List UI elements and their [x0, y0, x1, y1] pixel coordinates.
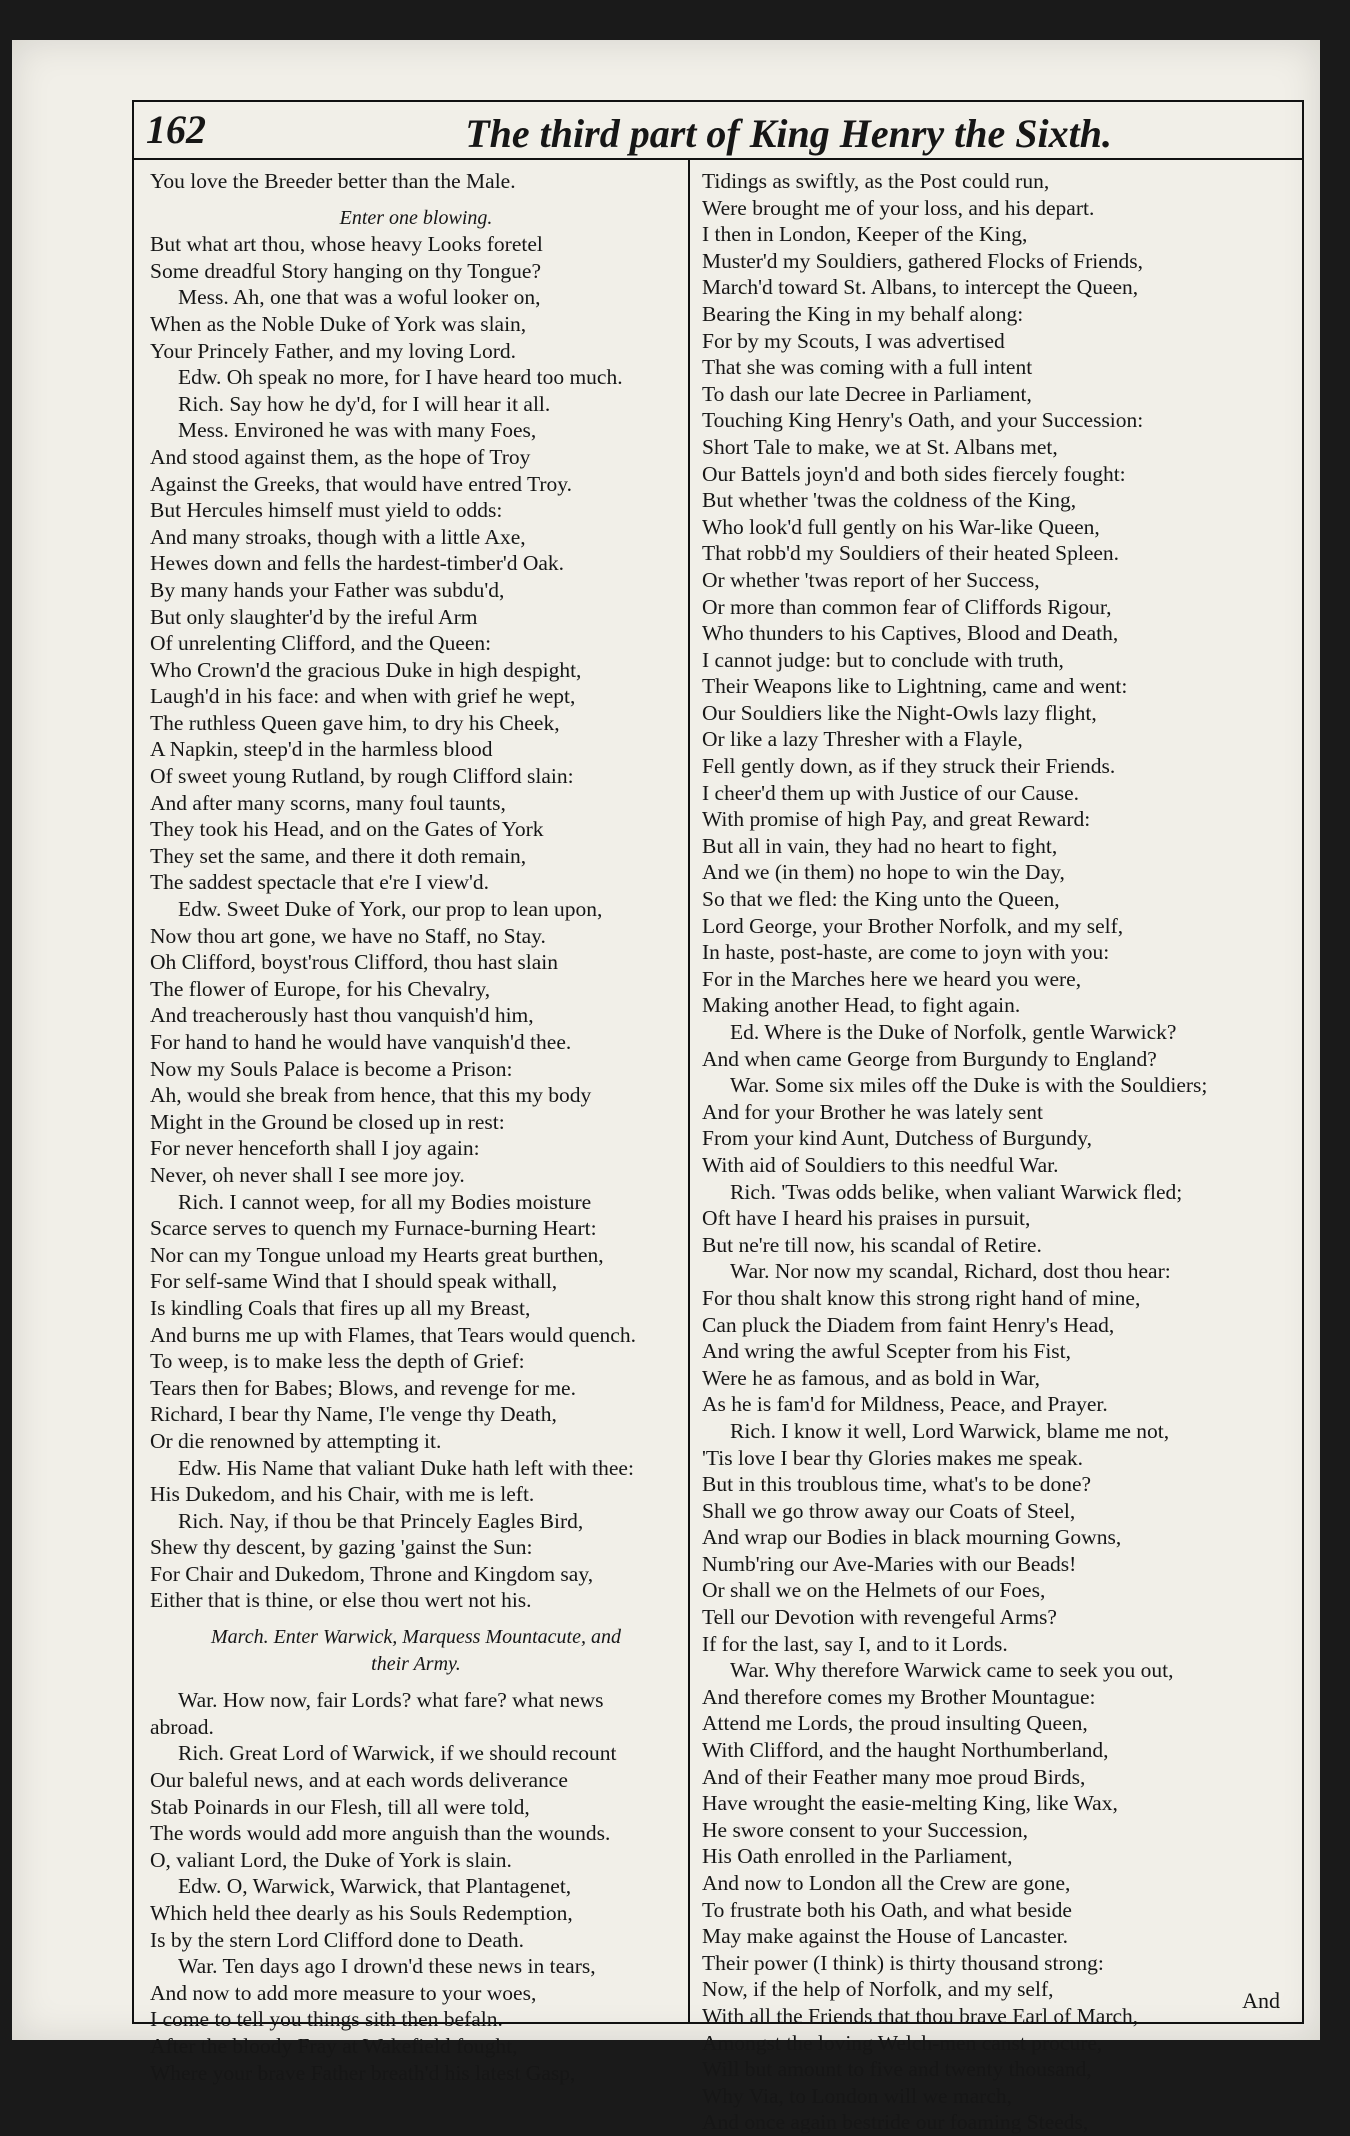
- text-line: abroad.: [150, 1714, 214, 1739]
- text-line: Stab Poinards in our Flesh, till all were told,: [150, 1794, 530, 1819]
- book-page: [12, 40, 1320, 2135]
- text-line: Rich. Great Lord of Warwick, if we should recount: [178, 1741, 617, 1766]
- text-line: They set the same, and there it doth remain,: [150, 843, 527, 868]
- text-line: And therefore comes my Brother Mountague:: [702, 1684, 1096, 1709]
- text-line: Against the Greeks, that would have entred Troy.: [150, 471, 572, 496]
- text-line: Tell our Devotion with revengeful Arms?: [702, 1605, 1057, 1630]
- text-line: But Hercules himself must yield to odds:: [150, 498, 503, 523]
- text-line: To weep, is to make less the depth of Grief:: [150, 1349, 525, 1374]
- text-line: For hand to hand he would have vanquish'd thee.: [150, 1030, 572, 1054]
- text-line: Scarce serves to quench my Furnace-burning Heart:: [150, 1216, 597, 1241]
- text-line: Touching King Henry's Oath, and your Succession:: [702, 408, 1144, 433]
- text-line: If for the last, say I, and to it Lords.: [702, 1631, 1008, 1656]
- text-line: Shall we go throw away our Coats of Steel,: [702, 1498, 1076, 1523]
- text-line: And treacherously hast thou vanquish'd him,: [150, 1003, 534, 1028]
- page-frame: [132, 100, 1304, 2135]
- text-line: Nor can my Tongue unload my Hearts great burthen,: [150, 1242, 604, 1267]
- text-line: Attend me Lords, the proud insulting Queen,: [702, 1711, 1088, 1736]
- text-line: Now my Souls Palace is become a Prison:: [150, 1056, 513, 1081]
- text-line: For never henceforth shall I joy again:: [150, 1136, 480, 1161]
- text-line: And stood against them, as the hope of Troy: [150, 444, 531, 469]
- text-line: March'd toward St. Albans, to intercept the Queen,: [702, 275, 1139, 300]
- text-line: And for your Brother he was lately sent: [702, 1099, 1043, 1124]
- text-line: Never, oh never shall I see more joy.: [150, 1162, 465, 1187]
- text-line: For thou shalt know this strong right hand of mine,: [702, 1285, 1141, 1310]
- text-line: Why Via, to London will we march,: [702, 2083, 1012, 2108]
- text-line: Our baleful news, and at each words deliverance: [150, 1768, 568, 1793]
- text-line: Edw. His Name that valiant Duke hath left with thee:: [178, 1455, 634, 1480]
- text-line: You love the Breeder better than the Male.: [150, 169, 516, 193]
- text-line: War. Nor now my scandal, Richard, dost thou hear:: [730, 1259, 1171, 1284]
- text-line: O, valiant Lord, the Duke of York is slain.: [150, 1847, 512, 1872]
- text-line: For in the Marches here we heard you were,: [702, 966, 1082, 991]
- text-line: For self-same Wind that I should speak withall,: [150, 1269, 558, 1294]
- text-line: Shew thy descent, by gazing 'gainst the Sun:: [150, 1535, 533, 1560]
- text-line: May make against the House of Lancaster.: [702, 1924, 1068, 1949]
- text-line: And when came George from Burgundy to England?: [702, 1046, 1157, 1071]
- text-line: As he is fam'd for Mildness, Peace, and Prayer.: [702, 1392, 1108, 1417]
- text-line: When as the Noble Duke of York was slain,: [150, 311, 527, 336]
- text-line: Rich. Nay, if thou be that Princely Eagles Bird,: [178, 1508, 584, 1533]
- text-line: The ruthless Queen gave him, to dry his Cheek,: [150, 710, 560, 735]
- text-line: By many hands your Father was subdu'd,: [150, 577, 505, 602]
- text-line: From your kind Aunt, Dutchess of Burgundy,: [702, 1126, 1092, 1151]
- text-line: He swore consent to your Succession,: [702, 1817, 1029, 1842]
- text-line: And wring the awful Scepter from his Fist,: [702, 1339, 1072, 1364]
- text-line: And we (in them) no hope to win the Day,: [702, 860, 1065, 885]
- text-line: And now to London all the Crew are gone,: [702, 1871, 1071, 1895]
- text-line: Hewes down and fells the hardest-timber'd Oak.: [150, 551, 565, 576]
- running-title: The third part of King Henry the Sixth.: [465, 111, 1112, 156]
- text-line: But all in vain, they had no heart to fight,: [702, 833, 1058, 858]
- text-line: Numb'ring our Ave-Maries with our Beads!: [702, 1551, 1077, 1576]
- text-line: And wrap our Bodies in black mourning Gowns,: [702, 1525, 1122, 1550]
- text-line: But whether 'twas the coldness of the King,: [702, 488, 1077, 513]
- text-line: They took his Head, and on the Gates of York: [150, 817, 544, 842]
- text-line: But what art thou, whose heavy Looks foretel: [150, 232, 543, 257]
- text-line: With promise of high Pay, and great Reward:: [702, 807, 1091, 832]
- text-line: Rich. I cannot weep, for all my Bodies moisture: [178, 1189, 592, 1214]
- text-line: Might in the Ground be closed up in rest:: [150, 1109, 505, 1134]
- text-line: Their Weapons like to Lightning, came and went:: [702, 674, 1128, 699]
- text-line: And now to add more measure to your woes,: [150, 1980, 537, 2005]
- text-line: Is kindling Coals that fires up all my Breast,: [150, 1295, 531, 1320]
- text-line: War. Some six miles off the Duke is with the Souldiers;: [730, 1073, 1208, 1098]
- text-line: War. How now, fair Lords? what fare? what news: [178, 1688, 604, 1713]
- text-line: After the bloody Fray at Wakefield fought,: [150, 2033, 518, 2058]
- text-line: The words would add more anguish than the wounds.: [150, 1821, 611, 1846]
- text-line: But only slaughter'd by the ireful Arm: [150, 604, 478, 629]
- text-line: Or shall we on the Helmets of our Foes,: [702, 1578, 1046, 1603]
- text-line: Bearing the King in my behalf along:: [702, 301, 1024, 326]
- text-line: I cannot judge: but to conclude with truth,: [702, 647, 1064, 672]
- text-line: Oh Clifford, boyst'rous Clifford, thou hast slain: [150, 950, 558, 975]
- text-line: Edw. Oh speak no more, for I have heard too much.: [178, 365, 623, 390]
- text-line: War. Why therefore Warwick came to seek you out,: [730, 1658, 1174, 1683]
- text-line: Is by the stern Lord Clifford done to Death.: [150, 1927, 524, 1952]
- text-line: Of sweet young Rutland, by rough Clifford slain:: [150, 764, 574, 789]
- text-line: And of their Feather many moe proud Birds,: [702, 1764, 1086, 1789]
- text-line: His Oath enrolled in the Parliament,: [702, 1844, 1013, 1869]
- text-line: Were brought me of your loss, and his depart.: [702, 195, 1095, 220]
- text-line: War. Ten days ago I drown'd these news in tears,: [178, 1954, 596, 1979]
- text-line: Making another Head, to fight again.: [702, 993, 1021, 1018]
- text-line: And after many scorns, many foul taunts,: [150, 790, 506, 815]
- text-line: Or whether 'twas report of her Success,: [702, 567, 1040, 592]
- text-line: Where your brave Father breath'd his latest Gasp,: [150, 2060, 576, 2085]
- text-line: Either that is thine, or else thou wert not his.: [150, 1588, 532, 1613]
- text-line: I cheer'd them up with Justice of our Cause.: [702, 780, 1080, 805]
- text-line: Some dreadful Story hanging on thy Tongue?: [150, 258, 542, 283]
- text-line: Edw. Sweet Duke of York, our prop to lean upon,: [178, 897, 603, 922]
- text-line: With all the Friends that thou brave Earl of March,: [702, 2003, 1139, 2028]
- text-line: Or more than common fear of Cliffords Rigour,: [702, 594, 1112, 619]
- text-line: Now, if the help of Norfolk, and my self,: [702, 1977, 1054, 2002]
- text-line: So that we fled: the King unto the Queen,: [702, 887, 1060, 912]
- text-line: And burns me up with Flames, that Tears would quench.: [150, 1322, 636, 1347]
- text-line: And once again bestride our foaming Steeds,: [702, 2110, 1089, 2135]
- text-line: Our Battels joyn'd and both sides fiercely fought:: [702, 461, 1126, 486]
- text-line: For Chair and Dukedom, Throne and Kingdom say,: [150, 1561, 594, 1586]
- text-line: Tidings as swiftly, as the Post could run,: [702, 169, 1050, 193]
- text-line: That robb'd my Souldiers of their heated Spleen.: [702, 541, 1120, 566]
- text-line: Richard, I bear thy Name, I'le venge thy Death,: [150, 1402, 557, 1427]
- text-line: Will but amount to five and twenty thousand,: [702, 2057, 1092, 2082]
- page-header: [134, 102, 1302, 160]
- text-line: Their power (I think) is thirty thousand strong:: [702, 1950, 1104, 1975]
- text-line: Mess. Environed he was with many Foes,: [178, 418, 537, 443]
- text-line: But ne're till now, his scandal of Retire.: [702, 1232, 1042, 1257]
- text-line: Muster'd my Souldiers, gathered Flocks of Friends,: [702, 248, 1143, 273]
- text-line: Which held thee dearly as his Souls Redemption,: [150, 1901, 573, 1925]
- text-line: Your Princely Father, and my loving Lord.: [150, 338, 517, 363]
- text-line: Ah, would she break from hence, that this my body: [150, 1083, 592, 1108]
- text-line: Who Crown'd the gracious Duke in high despight,: [150, 657, 582, 682]
- text-line: Rich. 'Twas odds belike, when valiant Warwick fled;: [730, 1179, 1183, 1204]
- text-line: Can pluck the Diadem from faint Henry's Head,: [702, 1312, 1115, 1337]
- stage-direction: March. Enter Warwick, Marquess Mountacute, and: [211, 1626, 621, 1649]
- text-line: Of unrelenting Clifford, and the Queen:: [150, 631, 492, 656]
- text-line: Were he as famous, and as bold in War,: [702, 1365, 1040, 1390]
- right-text-column: [702, 168, 1298, 2136]
- page-number: 162: [146, 107, 206, 152]
- text-line: That she was coming with a full intent: [702, 355, 1033, 380]
- text-line: Rich. I know it well, Lord Warwick, blame me not,: [730, 1418, 1170, 1443]
- text-line: But in this troublous time, what's to be done?: [702, 1472, 1092, 1497]
- column-divider: [688, 160, 690, 2022]
- text-line: Who thunders to his Captives, Blood and Death,: [702, 621, 1119, 646]
- text-line: Our Souldiers like the Night-Owls lazy flight,: [702, 700, 1097, 725]
- text-line: In haste, post-haste, are come to joyn with you:: [702, 940, 1110, 965]
- text-line: Have wrought the easie-melting King, like Wax,: [702, 1791, 1118, 1816]
- text-line: Edw. O, Warwick, Warwick, that Plantagenet,: [178, 1874, 572, 1899]
- text-line: Or die renowned by attempting it.: [150, 1428, 442, 1453]
- text-line: With aid of Souldiers to this needful War.: [702, 1152, 1059, 1177]
- text-line: To dash our late Decree in Parliament,: [702, 381, 1032, 406]
- text-line: Fell gently down, as if they struck their Friends.: [702, 754, 1116, 779]
- text-line: 'Tis love I bear thy Glories makes me speak.: [702, 1445, 1084, 1470]
- text-line: With Clifford, and the haught Northumberland,: [702, 1738, 1109, 1763]
- catchword: And: [1242, 1988, 1280, 2013]
- text-line: Oft have I heard his praises in pursuit,: [702, 1206, 1031, 1231]
- text-line: Laugh'd in his face: and when with grief he wept,: [150, 684, 576, 709]
- text-line: I come to tell you things sith then befaln.: [150, 2007, 503, 2032]
- text-line: Or like a lazy Thresher with a Flayle,: [702, 727, 1023, 752]
- text-line: I then in London, Keeper of the King,: [702, 222, 1028, 247]
- stage-direction: Enter one blowing.: [339, 206, 493, 229]
- text-line: Ed. Where is the Duke of Norfolk, gentle Warwick?: [730, 1020, 1177, 1044]
- text-line: Now thou art gone, we have no Staff, no Stay.: [150, 923, 546, 948]
- text-line: Who look'd full gently on his War-like Queen,: [702, 514, 1100, 539]
- text-line: His Dukedom, and his Chair, with me is left.: [150, 1482, 535, 1507]
- text-line: For by my Scouts, I was advertised: [702, 328, 1005, 353]
- text-line: Amongst the loving Welch-men canst procure,: [702, 2030, 1103, 2055]
- text-line: Mess. Ah, one that was a woful looker on,: [178, 285, 541, 310]
- text-line: Rich. Say how he dy'd, for I will hear it all.: [178, 391, 551, 416]
- text-line: And many stroaks, though with a little Axe,: [150, 524, 526, 549]
- text-line: Lord George, your Brother Norfolk, and my self,: [702, 913, 1124, 938]
- text-line: Tears then for Babes; Blows, and revenge for me.: [150, 1375, 576, 1400]
- left-text-column: [150, 168, 682, 2086]
- stage-direction: their Army.: [371, 1652, 461, 1675]
- text-line: The saddest spectacle that e're I view'd.: [150, 870, 490, 895]
- text-line: The flower of Europe, for his Chevalry,: [150, 976, 491, 1001]
- text-line: To frustrate both his Oath, and what beside: [702, 1897, 1072, 1922]
- text-line: A Napkin, steep'd in the harmless blood: [150, 737, 493, 762]
- text-line: Short Tale to make, we at St. Albans met,: [702, 434, 1058, 459]
